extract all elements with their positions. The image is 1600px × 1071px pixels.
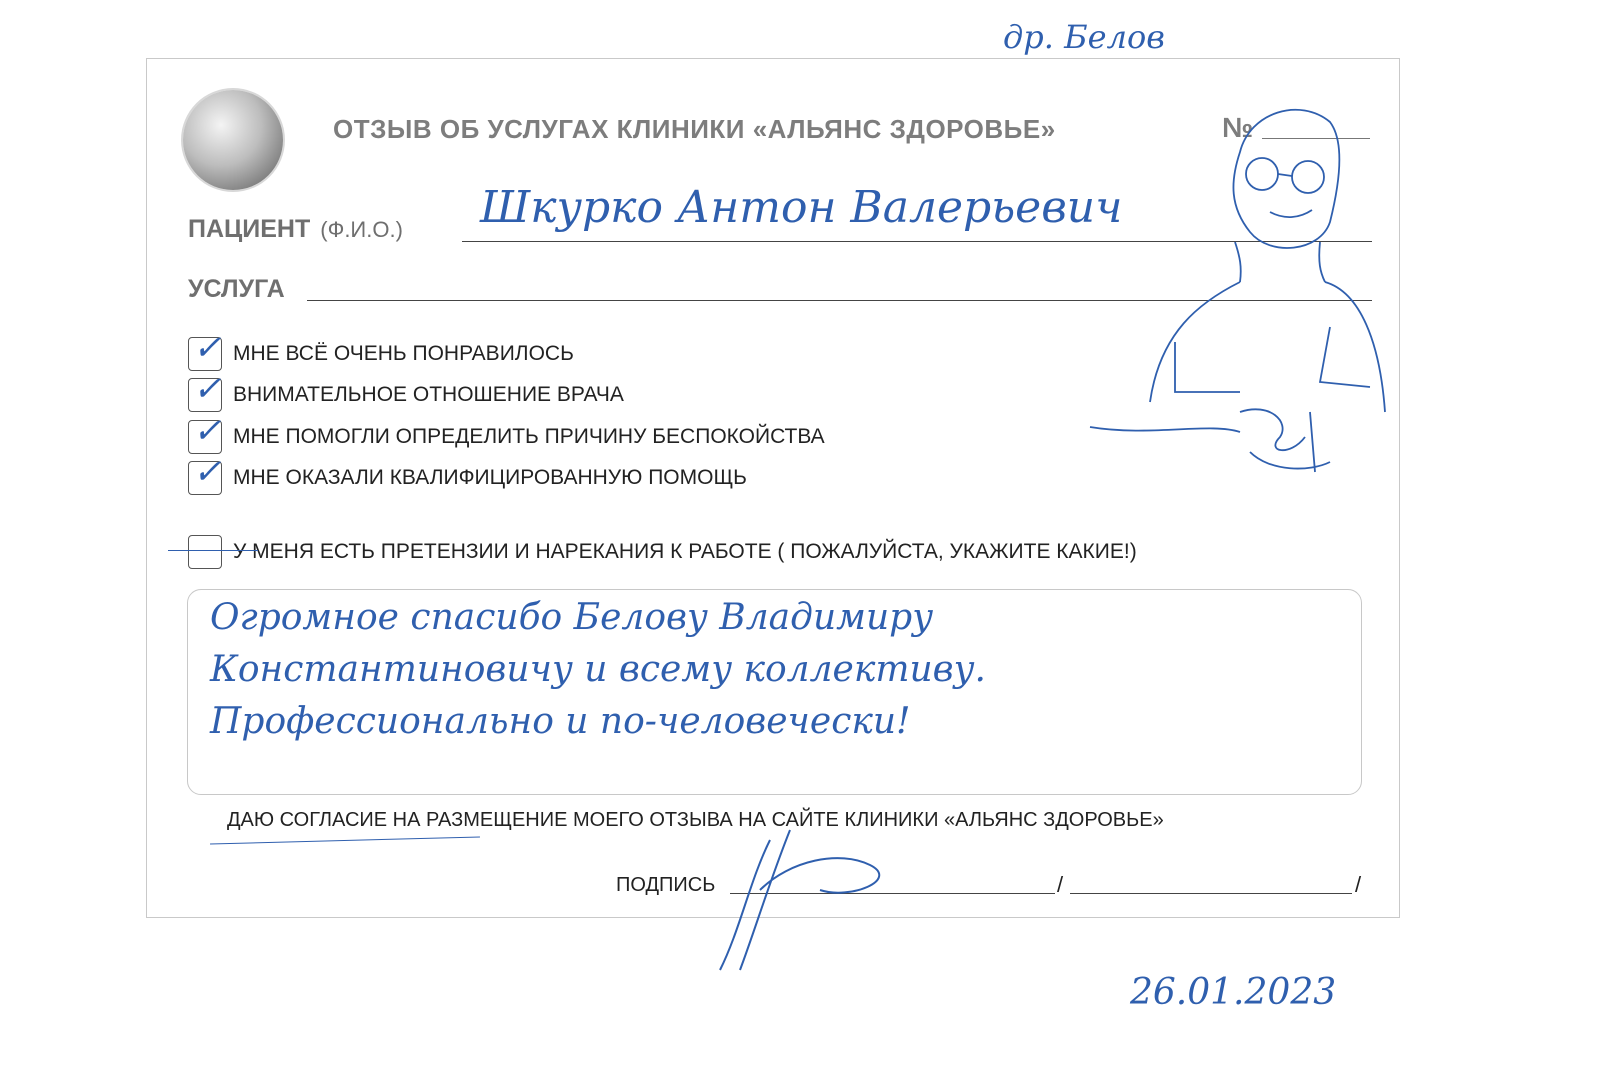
handwritten-date: 26.01.2023 [1130,972,1337,1013]
name-line [1070,893,1352,894]
patient-name-handwritten: Шкурко Антон Валерьевич [480,182,1123,233]
checkbox[interactable] [188,369,222,412]
comment-line: Константиновичу и всему коллективу. [210,649,986,690]
service-label: УСЛУГА [188,275,285,303]
checkbox-row [188,452,747,496]
signature-scribble [700,820,940,980]
checkbox-row [188,534,1137,570]
checkbox[interactable] [188,411,222,454]
patient-label [188,215,403,244]
check-mark-icon: ✓ [193,328,222,368]
checkbox-label: У МЕНЯ ЕСТЬ ПРЕТЕНЗИИ И НАРЕКАНИЯ К РАБОТЕ ( ПОЖАЛУЙСТА, УКАЖИТЕ КАКИЕ!) [233,540,1137,563]
patient-sublabel: (Ф.И.О.) [320,217,403,242]
patient-label-text: ПАЦИЕНТ [188,215,311,243]
checkbox-label: ВНИМАТЕЛЬНОЕ ОТНОШЕНИЕ ВРАЧА [233,383,624,406]
checkbox-label: МНЕ ПОМОГЛИ ОПРЕДЕЛИТЬ ПРИЧИНУ БЕСПОКОЙСТВА [233,425,825,448]
clinic-logo [183,90,283,190]
comment-text [210,592,1350,748]
comment-line: Профессионально и по-человечески! [210,701,911,742]
checkbox[interactable] [188,452,222,495]
signature-separator: / [1057,872,1064,897]
checkbox-label: МНЕ ОКАЗАЛИ КВАЛИФИЦИРОВАННУЮ ПОМОЩЬ [233,466,747,489]
doodle-sketch [1090,92,1410,502]
check-mark-icon: ✓ [193,411,222,451]
comment-line: Огромное спасибо Белову Владимиру [210,597,934,638]
check-mark-icon: ✓ [193,452,222,492]
strikethrough-mark [168,550,258,551]
checkbox-row [188,369,624,413]
checkbox-row [188,328,574,372]
check-mark-icon: ✓ [193,369,222,409]
consent-text: ДАЮ СОГЛАСИЕ НА РАЗМЕЩЕНИЕ МОЕГО ОТЗЫВА НА САЙТЕ КЛИНИКИ «АЛЬЯНС ЗДОРОВЬЕ» [227,809,1164,831]
form-title: ОТЗЫВ ОБ УСЛУГАХ КЛИНИКИ «АЛЬЯНС ЗДОРОВЬЕ» [333,114,1056,144]
handwritten-note: др. Белов [1003,18,1165,56]
signature-label: ПОДПИСЬ [616,874,716,896]
checkbox-row [188,411,825,455]
checkbox[interactable] [188,535,222,569]
form-number-label: № [1222,112,1254,143]
signature-separator: / [1355,872,1362,897]
checkbox[interactable] [188,328,222,371]
checkbox-label: МНЕ ВСЁ ОЧЕНЬ ПОНРАВИЛОСЬ [233,342,574,365]
